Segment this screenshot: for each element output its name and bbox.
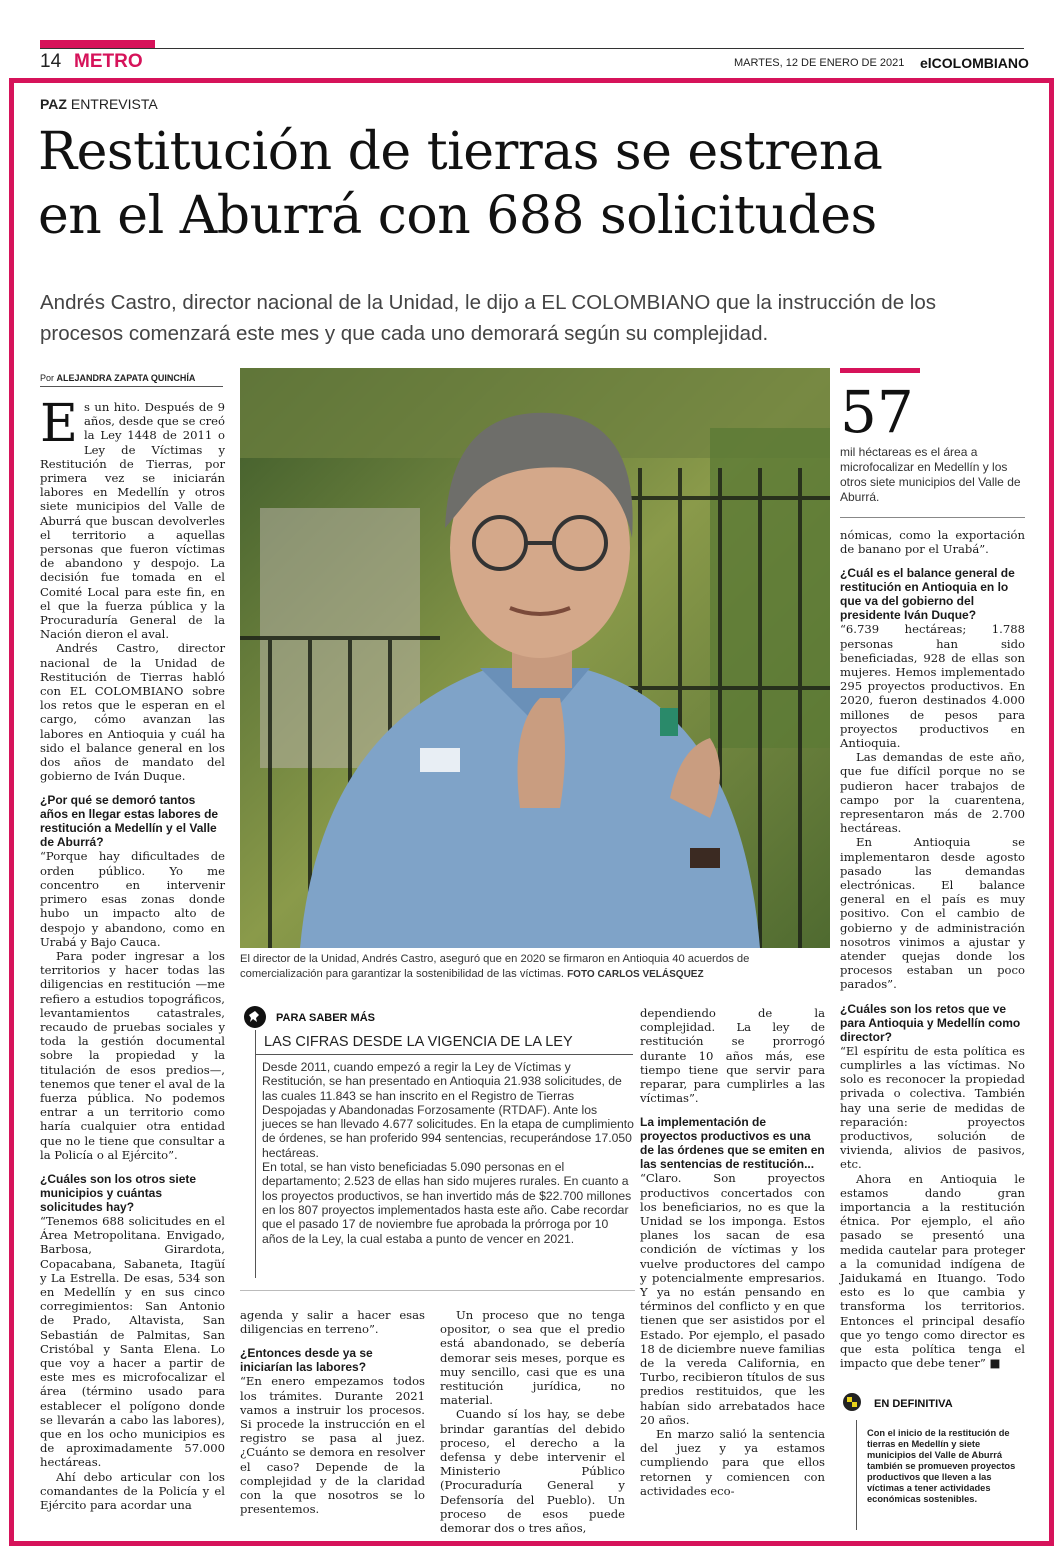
issue-date: MARTES, 12 DE ENERO DE 2021 [734,57,905,69]
box-paragraph: En total, se han visto beneficiadas 5.090 personas en el departamento; 2.523 de ellas han sido mujeres rurales. En cuanto a los proyectos productivos, se han invertido más de $22.700 millones en los 807 proyectos implementados hasta este año. Cabe recordar que el pasado 17 de noviembre fue aprobada la prórroga por 10 años de la Ley, la cual estaba a punto de vencer en 2021. [262,1160,632,1246]
drop-cap: E [40,394,78,454]
question-heading: ¿Cuál es el balance general de restitución en Antioquia en lo que va del gobierno del presidente Iván Duque? [840,566,1015,623]
byline [40,373,195,383]
headline [38,120,1028,248]
column-2 [240,1308,425,1516]
body-paragraph: “Tenemos 688 solicitudes en el Área Metropolitana. Envigado, Barbosa, Girardota, Copacabana, Sabaneta, Itagüí y La Estrella. De esas, 534 son en Medellín y en sus cinco corregimientos: San Antonio de Prado, Altavista, San Sebastián de Palmitas, San Cristóbal y Santa Elena. Lo que voy a hacer a partir de este mes es microfocalizar el área (término usado para establecer el polígono donde se llevarán a cabo las labores), que en los ocho municipios es de aproximadamente 57.000 hectáreas. [40,1213,225,1470]
deck-line-1: Andrés Castro, director nacional de la Unidad, le dijo a EL COLOMBIANO que la instrucción de los [40,291,936,314]
box-title: LAS CIFRAS DESDE LA VIGENCIA DE LA LEY [264,1034,573,1050]
body-paragraph: Un proceso que no tenga opositor, o sea que el predio está abandonado, se debería demorar seis meses, porque es muy sencillo, casi que es una restitución jurídica, no material. [440,1308,625,1408]
body-paragraph: En marzo salió la sentencia del juez y ya estamos cumpliendo para que ellos retornen y comiencen con actividades eco- [640,1427,825,1498]
body-paragraph: En Antioquia se implementaron desde agosto pasado las demandas electrónicas. El balance general en el país es muy positivo. Con el cambio de gobierno y de administración nosotros vinimos a ajustar y atender quejas donde los procesos estaban un poco parados”. [840,835,1025,992]
body-paragraph: “6.739 hectáreas; 1.788 personas han sido beneficiadas, 928 de ellas son mujeres. Hemos implementado 295 proyectos productivos. En 2020, fueron destinados 4.000 millones de pesos para proyectos productivos en Antioquia. [840,622,1025,751]
question-heading: ¿Cuáles son los otros siete municipios y cuántas solicitudes hay? [40,1171,197,1214]
question-heading: La implementación de proyectos productivos es una de las órdenes que se emiten en las sentencias de restitución... [640,1115,825,1172]
body-paragraph: nómicas, como la exportación de banano por el Urabá”. [840,528,1025,557]
column-4 [640,1006,825,1498]
stat-rule [840,517,1025,518]
page-number: 14 [40,51,62,72]
box-bottom-rule [240,1290,635,1291]
box-paragraph: Desde 2011, cuando empezó a regir la Ley de Víctimas y Restitución, se han presentado en Antioquia 21.938 solicitudes, de las cuales 11.843 se han inscrito en el Registro de Tierras Despojadas y Abandonadas Forzosamente (RTDAF). Ante los jueces se han llevado 4.677 solicitudes. En la etapa de cumplimiento de órdenes, se han proferido 994 sentencias, recuperándose 17.050 hectáreas. [262,1060,634,1160]
column-1 [40,394,225,1513]
question-heading: ¿Por qué se demoró tantos años en llegar estas labores de restitución a Medellín y el Valle de Aburrá? [40,793,219,850]
headline-line-1: Restitución de tierras se estrena [38,122,883,182]
body-paragraph: s un hito. Después de 9 años, desde que se creó la Ley 1448 de 2011 o Ley de Víctimas y Restitución de Tierras, por primera vez se iniciarán labores en Medellín y otros siete municipios del Valle de Aburrá que buscan devolverles el territorio a aquellas personas que fueron víctimas de abandono y despojo. La decisión fue tomada en el Comité Local para este fin, en el que la fuerza pública y la Procuraduría General de la Nación dieron el aval. [40,400,225,642]
body-paragraph: “El espíritu de esta política es cumplirles a las víctimas. No solo es reconocer la propiedad privada o colectiva. También hay una serie de medidas de reparación: proyectos productivos, solución de vivienda, alivios de pasivos, etc. [840,1043,1025,1172]
photo-caption [240,952,830,982]
deck-line-2: procesos comenzará este mes y que cada uno demorará según su complejidad. [40,322,769,345]
flag-icon [843,1393,861,1411]
stat-accent-bar [840,368,920,373]
checkered-icon [843,1393,861,1411]
byline-rule [40,386,223,387]
box-title-rule [255,1054,633,1055]
body-paragraph: dependiendo de la complejidad. La ley de restitución se prorrogó durante 10 años más, ese tiempo tiene que servir para reparar, para cumplirles a las víctimas”. [640,1006,825,1106]
body-paragraph: Para poder ingresar a los territorios y hacer todas las diligencias en restitución —me refiero a estudios topográficos, levantamientos catastrales, recaudo de pruebas sociales y toda la gestión documental sobre la propiedad y la titulación de esos predios—, tenemos que tener el aval de la fuerza pública. No podemos entrar a un territorio como haría cualquier otra entidad que no le tiene que consultar a la Policía o al Ejército”. [40,948,225,1162]
question-heading: ¿Entonces desde ya se iniciarían las labores? [240,1346,373,1375]
byline-prefix: Por [40,373,55,383]
box-body [262,1060,634,1246]
stat-description: mil héctareas es el área a microfocalizar en Medellín y los otros siete municipios del Valle de Aburrá. [840,445,1021,504]
stat-number: 57 [840,378,914,446]
header-accent-bar [40,40,155,48]
body-paragraph: agenda y salir a hacer esas diligencias en terreno”. [240,1308,425,1337]
definitiva-text: Con el inicio de la restitución de tierras en Medellín y siete municipios del Valle de Aburrá también se promueven proyectos productivos que lleven a las víctimas a tener actividades económicas sostenibles. [856,1420,1026,1530]
byline-author: ALEJANDRA ZAPATA QUINCHÍA [56,373,196,383]
article-photo [240,368,830,948]
box-label: PARA SABER MÁS [276,1012,376,1024]
box-side-rule [255,1030,256,1278]
pin-icon [244,1006,266,1028]
body-paragraph: Cuando sí los hay, se debe brindar garantías del debido proceso, el derecho a la defensa y debe intervenir el Ministerio Público (Procuraduría General y Defensoría del Pueblo). Un proceso de esos puede demorar dos o tres años, [440,1407,625,1536]
definitiva-label: EN DEFINITIVA [874,1398,953,1410]
photo-illustration [240,368,830,948]
kicker-topic: PAZ [40,96,67,112]
body-paragraph: “Claro. Son proyectos productivos concertados con los beneficiarios, no es que la Unidad se los imponga. Estos planes los sacan de esa condición de víctimas y los vuelve productores del campo y potencialmente empresarios. Y ya no están pensando en términos del conflicto y en que tienen que ser asistidos por el Estado. Por ejemplo, el pasado 18 de diciembre nueve familias de la vereda California, en Turbo, recibieron títulos de sus predios restituidos, que les habían sido arrebatados hace 20 años. [640,1171,825,1427]
body-paragraph: Ahí debo articular con los comandantes de la Policía y el Ejército para acordar una [40,1469,225,1513]
caption-text: El director de la Unidad, Andrés Castro, aseguró que en 2020 se firmaron en Antioquia 40 acuerdos de comercialización para garantizar la sostenibilidad de las víctimas. [240,953,750,980]
photo-credit: FOTO CARLOS VELÁSQUEZ [567,969,704,980]
newspaper-brand: elCOLOMBIANO [920,55,1029,71]
column-5 [840,528,1025,1370]
header-rule [40,48,1024,49]
kicker-type: ENTREVISTA [70,96,158,112]
kicker [40,96,158,112]
body-paragraph: Andrés Castro, director nacional de la Unidad de Restitución de Tierras habló con EL COLOMBIANO sobre los retos que le esperan en el cargo, cómo avanzan las labores en Antioquia y cuál ha sido el balance general en los dos años de mandato del gobierno de Iván Duque. [40,641,225,784]
info-pin-icon [244,1006,266,1028]
headline-line-2: en el Aburrá con 688 solicitudes [38,186,877,246]
body-paragraph: Ahora en Antioquia le estamos dando gran importancia a la restitución étnica. Por ejemplo, el año pasado se presentó una medida cautelar para proteger a la comunidad indígena de Jaidukamá en Ituango. Todo esto es lo que cambia y transforma los territorios. Entonces el principal desafío que yo tengo como director es que esta política tenga el impacto que debe tener” ■ [840,1171,1025,1371]
body-paragraph: Las demandas de este año, que fue difícil porque no se pudieron hacer trabajos de campo por la cuarentena, representaron más de 2.700 hectáreas. [840,750,1025,836]
body-paragraph: “Porque hay dificultades de orden público. Yo me concentro en intervenir primero esas zonas donde hubo un impacto alto de despojo y abandono, como en Urabá y Bajo Cauca. [40,849,225,949]
deck [40,287,1025,349]
question-heading: ¿Cuáles son los retos que ve para Antioquia y Medellín como director? [840,1001,1021,1044]
section-name: METRO [74,51,143,72]
column-3 [440,1308,625,1535]
body-paragraph: “En enero empezamos todos los trámites. Durante 2021 vamos a instruir los procesos. Si procede la instrucción en el registro se pasa al juez. ¿Cuánto se demora en resolver el caso? Depende de la complejidad y de la claridad con la que nosotros se lo presentemos. [240,1374,425,1517]
